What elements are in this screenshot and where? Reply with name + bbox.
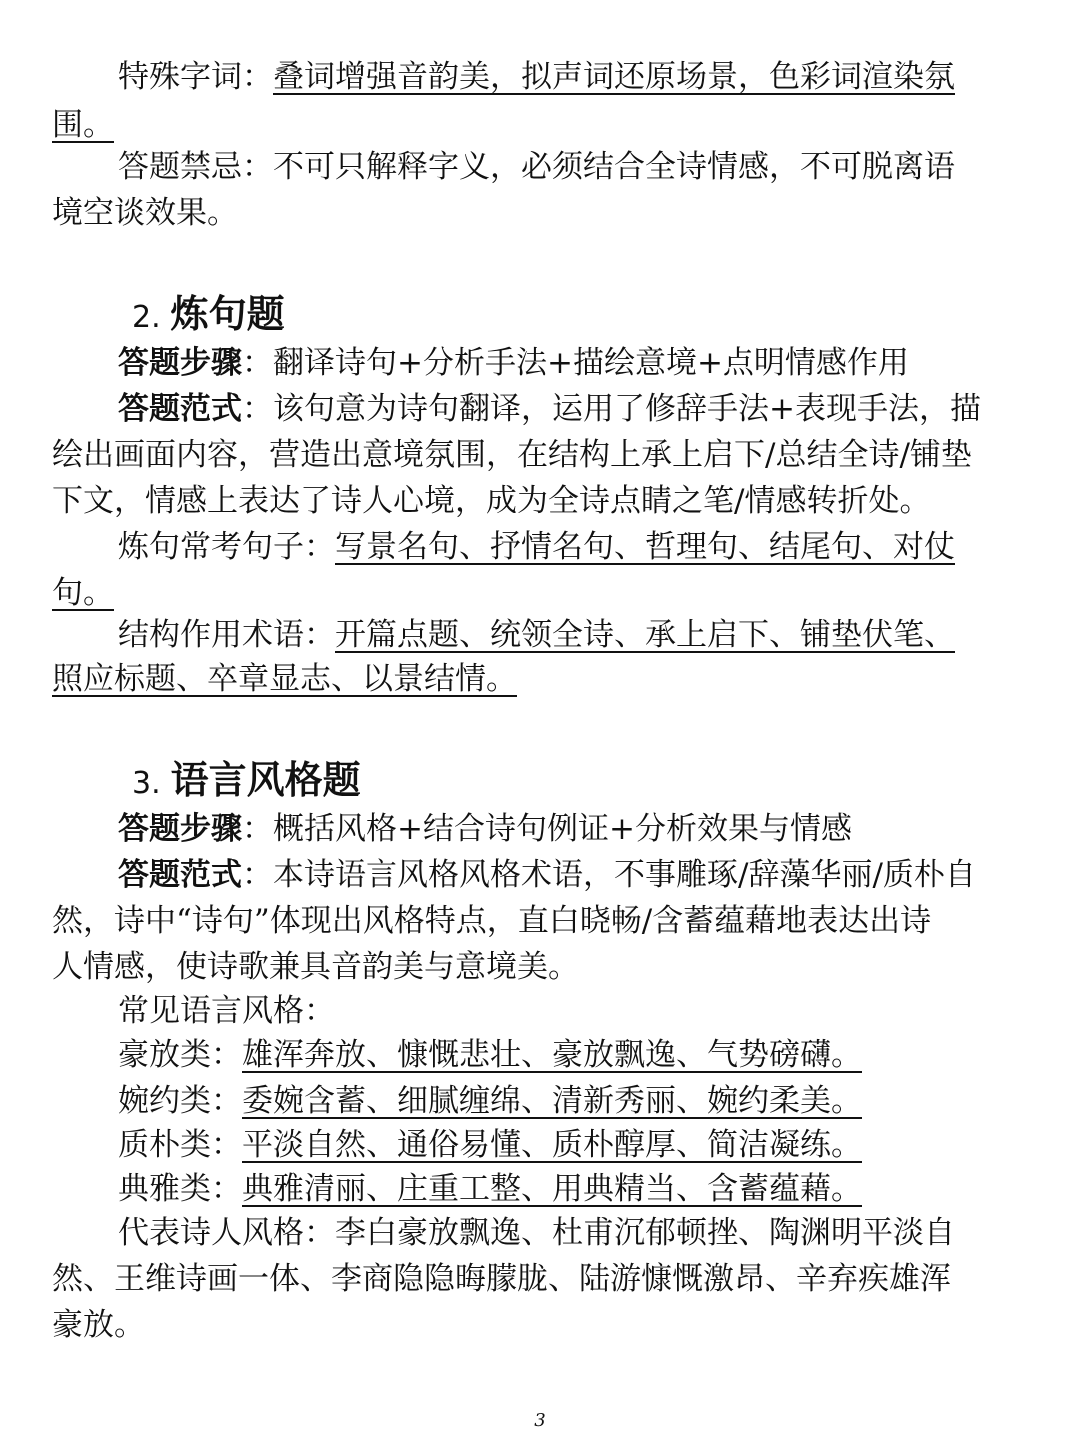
s3-format-line-3	[52, 946, 1030, 988]
special-words-label: 特殊字词：	[118, 59, 273, 95]
style-row	[118, 1034, 1030, 1076]
s2-format-label: 答题范式	[118, 391, 242, 427]
style-row-label: 豪放类：	[118, 1037, 242, 1073]
taboo-text: 不可只解释字义，必须结合全诗情感，不可脱离语	[273, 149, 955, 185]
s2-terms-text: 开篇点题、统领全诗、承上启下、铺垫伏笔、	[335, 617, 955, 653]
s2-terms-text-cont: 照应标题、卒章显志、以景结情。	[52, 661, 517, 697]
s3-steps-text: ：概括风格+结合诗句例证+分析效果与情感	[242, 811, 852, 847]
s2-terms-line-cont	[52, 658, 1030, 700]
style-row-label: 婉约类：	[118, 1083, 242, 1119]
s2-format-text: ：该句意为诗句翻译，运用了修辞手法+表现手法，描	[242, 391, 981, 427]
s2-steps-text: ：翻译诗句+分析手法+描绘意境+点明情感作用	[242, 345, 909, 381]
s2-common-text: 写景名句、抒情名句、哲理句、结尾句、对仗	[335, 529, 955, 565]
s3-format-text: ：本诗语言风格风格术语，不事雕琢/辞藻华丽/质朴自	[242, 857, 976, 893]
taboo-line	[118, 146, 1030, 188]
style-row-label: 典雅类：	[118, 1171, 242, 1207]
s3-poets-line-2	[52, 1258, 1030, 1300]
section-2-title: 炼句题	[170, 291, 285, 336]
taboo-label: 答题禁忌：	[118, 149, 273, 185]
s2-common-line	[118, 526, 1030, 568]
s2-format-line-3	[52, 480, 1030, 522]
special-words-line	[118, 56, 1030, 98]
taboo-line-cont	[52, 192, 1030, 234]
style-row	[118, 1124, 1030, 1166]
section-2-heading	[132, 290, 285, 342]
section-2-number: 2.	[132, 300, 161, 335]
s2-common-label: 炼句常考句子：	[118, 529, 335, 565]
style-row-text: 雄浑奔放、慷慨悲壮、豪放飘逸、气势磅礴。	[242, 1037, 862, 1073]
section-3-title: 语言风格题	[170, 757, 361, 802]
style-row	[118, 1080, 1030, 1122]
s2-common-line-cont	[52, 572, 1030, 614]
style-row	[118, 1168, 1030, 1210]
s2-format-text-3: 下文，情感上表达了诗人心境，成为全诗点睛之笔/情感转折处。	[52, 483, 931, 519]
s2-steps-label: 答题步骤	[118, 345, 242, 381]
s3-poets-text-3: 豪放。	[52, 1307, 145, 1343]
s3-poets-text-2: 然、王维诗画一体、李商隐隐晦朦胧、陆游慷慨激昂、辛弃疾雄浑	[52, 1261, 951, 1297]
s3-format-line	[118, 854, 1030, 896]
s2-format-line-2	[52, 434, 1030, 476]
special-words-text-cont: 围。	[52, 107, 114, 143]
s3-steps-label: 答题步骤	[118, 811, 242, 847]
s3-poets-line-3	[52, 1304, 1030, 1346]
style-row-text: 委婉含蓄、细腻缠绵、清新秀丽、婉约柔美。	[242, 1083, 862, 1119]
s3-format-text-3: 人情感，使诗歌兼具音韵美与意境美。	[52, 949, 579, 985]
s3-styles-label: 常见语言风格：	[118, 993, 335, 1029]
s2-common-text-cont: 句。	[52, 575, 114, 611]
style-row-label: 质朴类：	[118, 1127, 242, 1163]
page-number: 3	[534, 1410, 546, 1431]
s3-format-label: 答题范式	[118, 857, 242, 893]
s3-poets-text: 代表诗人风格：李白豪放飘逸、杜甫沉郁顿挫、陶渊明平淡自	[118, 1215, 955, 1251]
style-row-text: 平淡自然、通俗易懂、质朴醇厚、简洁凝练。	[242, 1127, 862, 1163]
section-3-heading	[132, 756, 361, 808]
s2-steps-line	[118, 342, 1030, 384]
s3-format-text-2: 然，诗中“诗句”体现出风格特点，直白晓畅/含蓄蕴藉地表达出诗	[52, 903, 932, 939]
s2-format-line	[118, 388, 1030, 430]
s3-poets-line	[118, 1212, 1030, 1254]
style-row-text: 典雅清丽、庄重工整、用典精当、含蓄蕴藉。	[242, 1171, 862, 1207]
s3-format-line-2	[52, 900, 1030, 942]
s3-styles-heading	[118, 990, 1030, 1032]
section-3-number: 3.	[132, 766, 161, 801]
taboo-text-cont: 境空谈效果。	[52, 195, 238, 231]
special-words-text: 叠词增强音韵美，拟声词还原场景，色彩词渲染氛	[273, 59, 955, 95]
special-words-line-cont	[52, 104, 1030, 146]
s2-format-text-2: 绘出画面内容，营造出意境氛围，在结构上承上启下/总结全诗/铺垫	[52, 437, 972, 473]
s2-terms-label: 结构作用术语：	[118, 617, 335, 653]
s2-terms-line	[118, 614, 1030, 656]
s3-steps-line	[118, 808, 1030, 850]
